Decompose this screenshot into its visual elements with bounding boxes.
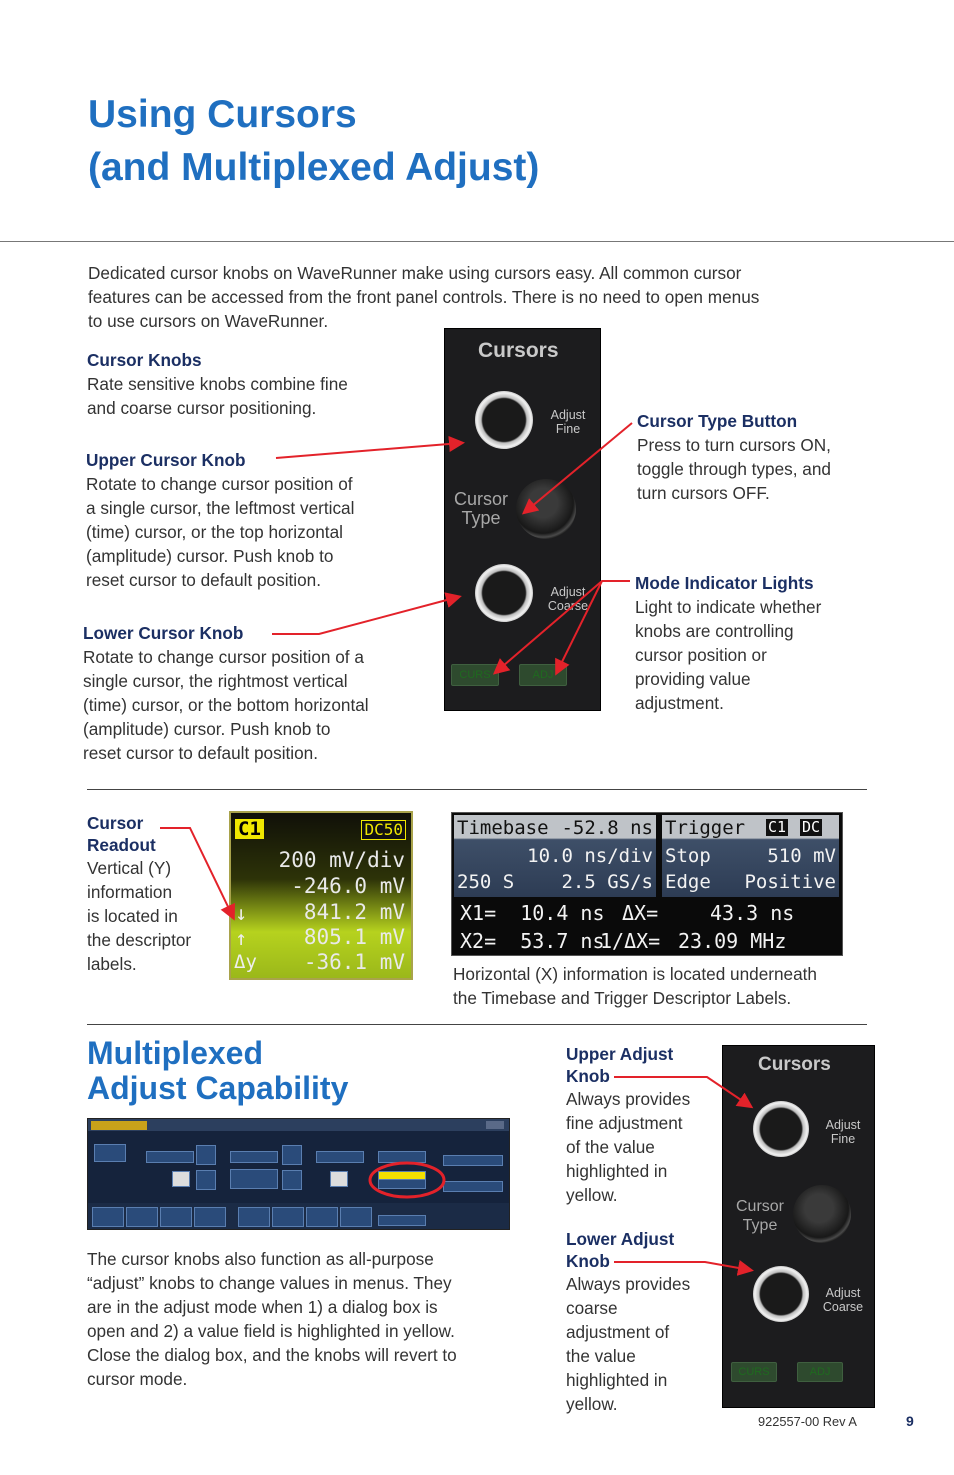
cursor-knobs-heading: Cursor Knobs — [87, 350, 202, 370]
upper-cursor-knob-line: reset cursor to default position. — [86, 570, 322, 590]
trigger-level: 510 mV — [767, 845, 836, 867]
intro-line: features can be accessed from the front panel controls. There is no need to open menus — [88, 287, 760, 307]
upper-adjust-line: highlighted in — [566, 1161, 668, 1181]
upper-adjust-line: Always provides — [566, 1089, 691, 1109]
cursor-up-symbol: ↑ — [235, 926, 248, 950]
timebase-delay: -52.8 ns — [561, 817, 653, 839]
delta-x-label: ΔX= — [622, 901, 659, 925]
upper-cursor-knob-arrow — [276, 443, 461, 458]
cursor-1-value: 841.2 mV — [303, 900, 405, 924]
cursor-type-line: toggle through types, and — [637, 459, 831, 479]
multiplexed-line: are in the adjust mode when 1) a dialog box is — [87, 1297, 438, 1317]
delta-y-symbol: Δy — [234, 951, 257, 973]
trigger-channel: C1 — [768, 818, 787, 836]
lower-adjust-line: coarse — [566, 1298, 618, 1318]
cursor-type-line: turn cursors OFF. — [637, 483, 770, 503]
lower-adjust-line: the value — [566, 1346, 636, 1366]
multiplexed-line: The cursor knobs also function as all-purpose — [87, 1249, 434, 1269]
cursor-2-value: 805.1 mV — [303, 925, 405, 949]
delta-x-value: 43.3 ns — [710, 901, 795, 925]
adjust-fine-label: Adjust Fine — [550, 408, 586, 436]
lower-cursor-knob-line: (time) cursor, or the bottom horizontal — [83, 695, 369, 715]
adj-mode-light: ADJ — [797, 1362, 843, 1382]
lower-cursor-knob-line: (amplitude) cursor. Push knob to — [83, 719, 331, 739]
page-number: 9 — [906, 1413, 914, 1429]
mode-indicator-line: Light to indicate whether — [635, 597, 822, 617]
lower-adjust-arrow — [614, 1262, 750, 1270]
adjust-fine-label: Adjust Fine — [825, 1118, 861, 1146]
x2-readout: X2= 53.7 ns — [460, 929, 605, 953]
lower-cursor-knob-line: Rotate to change cursor position of a — [83, 647, 364, 667]
adjust-coarse-label: Adjust Coarse — [547, 585, 589, 613]
trigger-type: Edge — [665, 871, 711, 893]
mode-indicator-heading: Mode Indicator Lights — [635, 573, 814, 593]
trigger-coupling: DC — [802, 818, 821, 836]
panel-title: Cursors — [758, 1054, 831, 1075]
upper-adjust-line: yellow. — [566, 1185, 618, 1205]
lower-adjust-line: Always provides — [566, 1274, 691, 1294]
cursor-readout-heading: Cursor Readout — [87, 813, 156, 855]
multiplexed-line: “adjust” knobs to change values in menus. They — [87, 1273, 452, 1293]
upper-adjust-line: of the value — [566, 1137, 655, 1157]
cursor-readout-arrow — [160, 828, 233, 917]
coupling-tag: DC50 — [361, 820, 406, 840]
lower-adjust-line: highlighted in — [566, 1370, 668, 1390]
cursor-type-button-heading: Cursor Type Button — [637, 411, 798, 431]
cursor-knobs-line: Rate sensitive knobs combine fine — [87, 374, 348, 394]
multiplexed-heading: Multiplexed Adjust Capability — [87, 1035, 349, 1106]
mode-indicator-arrow-2 — [557, 581, 602, 672]
trigger-label: Trigger — [665, 817, 746, 839]
adjust-coarse-label: Adjust Coarse — [822, 1286, 864, 1314]
adj-mode-light: ADJ — [519, 664, 567, 686]
lower-cursor-knob-line: reset cursor to default position. — [83, 743, 319, 763]
inverse-delta-x-label: 1/ΔX= — [600, 929, 661, 953]
upper-cursor-knob-line: (amplitude) cursor. Push knob to — [86, 546, 334, 566]
curs-mode-light: CURS — [451, 664, 499, 686]
intro-line: Dedicated cursor knobs on WaveRunner make using cursors easy. All common cursor — [88, 263, 742, 283]
delta-y-value: -36.1 mV — [303, 950, 405, 974]
inverse-delta-x-value: 23.09 MHz — [678, 929, 787, 953]
trigger-slope: Positive — [744, 871, 836, 893]
lower-adjust-line: adjustment of — [566, 1322, 670, 1342]
mode-indicator-line: providing value — [635, 669, 751, 689]
lower-adjust-line: yellow. — [566, 1394, 618, 1414]
multiplexed-line: Close the dialog box, and the knobs will revert to — [87, 1345, 457, 1365]
cursor-down-symbol: ↓ — [235, 901, 248, 925]
caption-line: Horizontal (X) information is located underneath — [453, 964, 817, 984]
mode-indicator-line: cursor position or — [635, 645, 767, 665]
timebase-sample-rate: 2.5 GS/s — [561, 871, 653, 893]
caption-line: the Timebase and Trigger Descriptor Labels. — [453, 988, 792, 1008]
lower-adjust-knob-heading: Lower Adjust Knob — [566, 1229, 675, 1271]
upper-cursor-knob-heading: Upper Cursor Knob — [86, 450, 246, 470]
mode-indicator-line: knobs are controlling — [635, 621, 794, 641]
upper-adjust-arrow — [614, 1077, 750, 1106]
volts-per-div: 200 mV/div — [278, 848, 405, 872]
cursor-readout-line: is located in — [87, 906, 178, 926]
upper-cursor-knob-line: (time) cursor, or the top horizontal — [86, 522, 343, 542]
cursor-type-arrow — [525, 423, 632, 512]
timebase-label: Timebase — [457, 817, 549, 839]
x1-readout: X1= 10.4 ns — [460, 901, 605, 925]
upper-cursor-knob-line: a single cursor, the leftmost vertical — [86, 498, 355, 518]
curs-mode-light: CURS — [731, 1362, 777, 1382]
highlight-circle — [370, 1163, 444, 1197]
cursor-type-label: Cursor Type — [453, 489, 508, 528]
multiplexed-line: open and 2) a value field is highlighted in yellow. — [87, 1321, 455, 1341]
upper-cursor-knob-line: Rotate to change cursor position of — [86, 474, 353, 494]
cursor-readout-line: information — [87, 882, 173, 902]
intro-line: to use cursors on WaveRunner. — [88, 311, 329, 331]
doc-number: 922557-00 Rev A — [758, 1414, 857, 1429]
cursor-type-label: Cursor Type — [735, 1198, 784, 1234]
page-title-line-1: Using Cursors — [88, 93, 357, 136]
lower-cursor-knob-line: single cursor, the rightmost vertical — [83, 671, 348, 691]
upper-adjust-line: fine adjustment — [566, 1113, 683, 1133]
trigger-mode: Stop — [665, 845, 711, 867]
lower-cursor-knob-arrow — [272, 597, 458, 634]
page-title-line-2: (and Multiplexed Adjust) — [88, 146, 540, 189]
mode-indicator-line: adjustment. — [635, 693, 724, 713]
upper-adjust-knob-heading: Upper Adjust Knob — [566, 1044, 674, 1086]
cursor-knobs-line: and coarse cursor positioning. — [87, 398, 317, 418]
offset-value: -246.0 mV — [291, 874, 405, 898]
cursor-readout-line: Vertical (Y) — [87, 858, 172, 878]
cursor-type-line: Press to turn cursors ON, — [637, 435, 831, 455]
timebase-per-div: 10.0 ns/div — [527, 845, 653, 867]
multiplexed-line: cursor mode. — [87, 1369, 188, 1389]
lower-cursor-knob-heading: Lower Cursor Knob — [83, 623, 244, 643]
cursor-readout-line: labels. — [87, 954, 137, 974]
cursor-readout-line: the descriptor — [87, 930, 192, 950]
channel-tag: C1 — [235, 819, 264, 839]
panel-title: Cursors — [478, 339, 559, 362]
timebase-samples: 250 S — [457, 871, 515, 893]
